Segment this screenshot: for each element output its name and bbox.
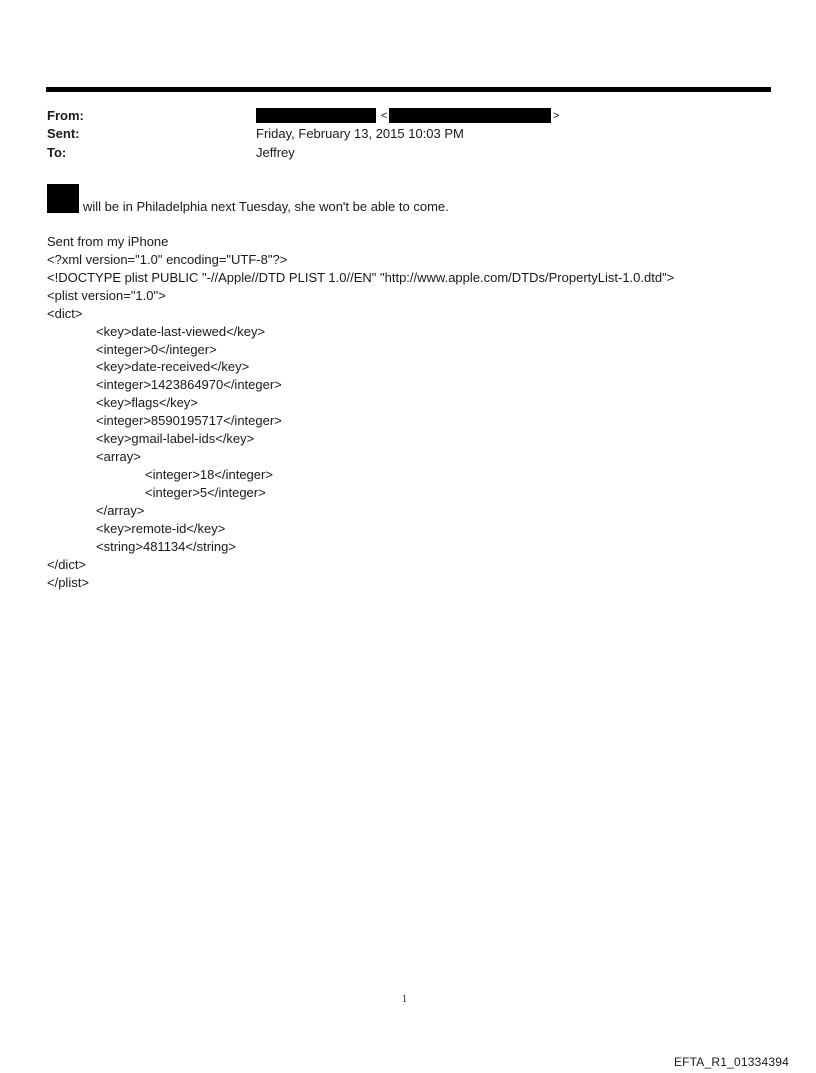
plist-line: <integer>5</integer> (145, 485, 266, 500)
header-rule (46, 87, 771, 92)
sent-label: Sent: (47, 126, 80, 141)
plist-line: <?xml version="1.0" encoding="UTF-8"?> (47, 252, 288, 267)
plist-line: <key>date-last-viewed</key> (96, 324, 266, 339)
from-label: From: (47, 108, 84, 123)
plist-line: <integer>0</integer> (96, 342, 217, 357)
signature-line: Sent from my iPhone (47, 234, 169, 249)
sent-value: Friday, February 13, 2015 10:03 PM (256, 126, 464, 141)
plist-line: <!DOCTYPE plist PUBLIC "-//Apple//DTD PLIST 1.0//EN" "http://www.apple.com/DTDs/PropertyList-1.0.dtd"> (47, 270, 675, 285)
plist-line: <integer>1423864970</integer> (96, 377, 282, 392)
plist-line: <string>481134</string> (96, 539, 236, 554)
page-number: 1 (402, 994, 407, 1005)
plist-line: </plist> (47, 575, 89, 590)
plist-line: </dict> (47, 557, 87, 572)
message-line: will be in Philadelphia next Tuesday, she won't be able to come. (83, 199, 449, 214)
plist-line: <integer>8590195717</integer> (96, 413, 282, 428)
plist-line: <key>flags</key> (96, 395, 198, 410)
document-id: EFTA_R1_01334394 (673, 1055, 789, 1069)
plist-line: <key>gmail-label-ids</key> (96, 431, 255, 446)
plist-line: </array> (96, 503, 145, 518)
plist-line: <integer>18</integer> (145, 467, 273, 482)
to-label: To: (47, 145, 67, 160)
plist-line: <array> (96, 449, 141, 464)
to-value: Jeffrey (256, 145, 295, 160)
redacted-sender-name (256, 108, 376, 123)
redacted-sender-email (389, 108, 551, 123)
email-open-bracket: < (381, 110, 388, 122)
plist-line: <plist version="1.0"> (47, 288, 166, 303)
plist-line: <key>date-received</key> (96, 359, 250, 374)
plist-line: <key>remote-id</key> (96, 521, 226, 536)
email-close-bracket: > (553, 110, 560, 122)
plist-line: <dict> (47, 306, 83, 321)
redacted-name (47, 184, 79, 213)
